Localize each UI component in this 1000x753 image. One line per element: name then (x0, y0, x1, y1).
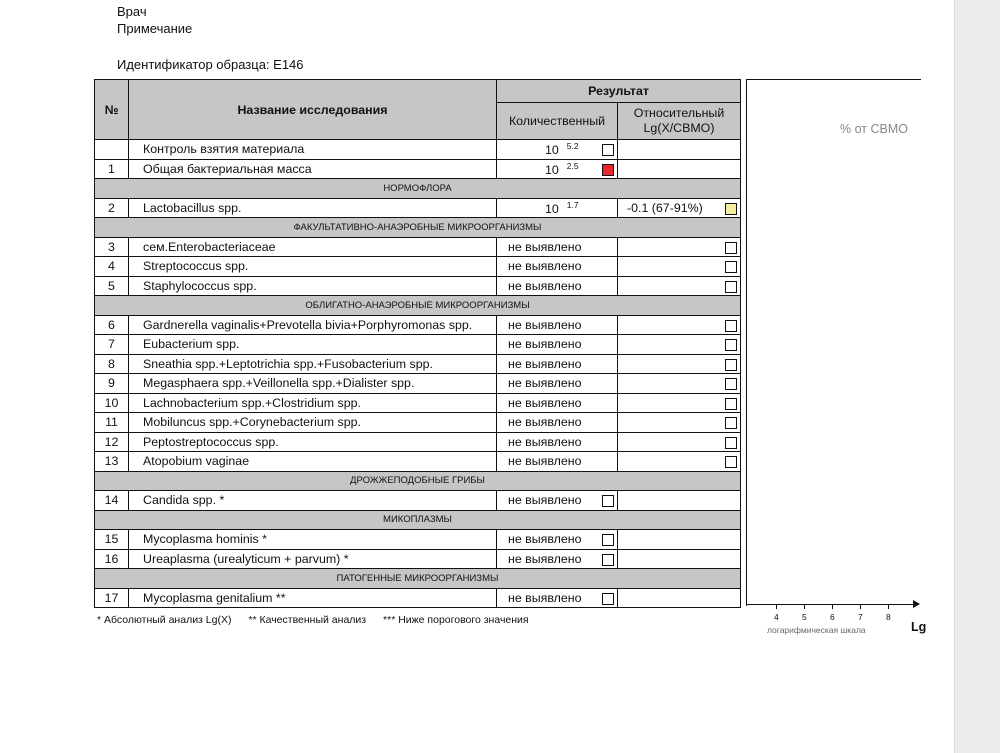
table-row (95, 335, 741, 355)
relative-value (618, 530, 741, 550)
row-number (95, 140, 129, 160)
table-row (95, 491, 741, 511)
section-label: ПАТОГЕННЫЕ МИКРООРГАНИЗМЫ (95, 569, 741, 589)
table-row (95, 354, 741, 374)
quantitative-text: не выявлено (508, 376, 582, 391)
row-number: 9 (95, 374, 129, 394)
axis-tick-label: 4 (774, 612, 779, 622)
status-indicator-icon (725, 203, 737, 215)
quantitative-value (497, 335, 618, 355)
row-number: 14 (95, 491, 129, 511)
table-row (95, 413, 741, 433)
test-name: Mycoplasma hominis * (129, 530, 497, 550)
relative-value (618, 354, 741, 374)
quantitative-text: не выявлено (508, 259, 582, 274)
quantitative-value (497, 198, 618, 218)
relative-value (618, 413, 741, 433)
status-indicator-icon (602, 144, 614, 156)
table-row (95, 276, 741, 296)
section-label: ДРОЖЖЕПОДОБНЫЕ ГРИБЫ (95, 471, 741, 491)
table-row (95, 140, 741, 160)
status-indicator-icon (725, 378, 737, 390)
status-indicator-icon (725, 359, 737, 371)
section-row (95, 179, 741, 199)
quantitative-text: не выявлено (508, 278, 582, 293)
quantitative-value (497, 140, 618, 160)
relative-value (618, 237, 741, 257)
quantitative-text: 10 (545, 201, 559, 216)
test-name: Eubacterium spp. (129, 335, 497, 355)
table-row (95, 159, 741, 179)
table-row (95, 374, 741, 394)
status-indicator-icon (602, 554, 614, 566)
axis-caption: логарифмическая шкала (767, 625, 866, 635)
quantitative-exponent: 1.7 (566, 199, 579, 210)
test-name: Sneathia spp.+Leptotrichia spp.+Fusobacterium spp. (129, 354, 497, 374)
status-indicator-icon (602, 495, 614, 507)
quantitative-text: не выявлено (508, 415, 582, 430)
table-row (95, 432, 741, 452)
doctor-label: Врач (117, 4, 147, 19)
test-name: Atopobium vaginae (129, 452, 497, 472)
row-number: 3 (95, 237, 129, 257)
footnote-qualitative: ** Качественный анализ (248, 614, 367, 626)
quantitative-value (497, 413, 618, 433)
relative-value (618, 393, 741, 413)
col-header-result: Результат (497, 80, 741, 103)
status-indicator-icon (602, 593, 614, 605)
axis-tick-label: 6 (830, 612, 835, 622)
status-indicator-icon (602, 164, 614, 176)
quantitative-text: не выявлено (508, 356, 582, 371)
status-indicator-icon (725, 320, 737, 332)
relative-value (618, 159, 741, 179)
relative-value (618, 452, 741, 472)
table-row (95, 393, 741, 413)
section-row (95, 296, 741, 316)
quantitative-value (497, 530, 618, 550)
status-indicator-icon (725, 417, 737, 429)
results-body (95, 140, 741, 608)
right-scroll-panel (954, 0, 1000, 753)
section-row (95, 510, 741, 530)
test-name: Контроль взятия материала (129, 140, 497, 160)
relative-value (618, 140, 741, 160)
col-header-relative (618, 103, 741, 140)
axis-tick (804, 605, 805, 609)
axis-arrow-icon (913, 600, 920, 608)
chart-label: % от СВМО (840, 122, 908, 136)
quantitative-value (497, 276, 618, 296)
row-number: 15 (95, 530, 129, 550)
quantitative-value (497, 432, 618, 452)
note-label: Примечание (117, 21, 193, 36)
test-name: Candida spp. * (129, 491, 497, 511)
status-indicator-icon (725, 339, 737, 351)
section-row (95, 569, 741, 589)
quantitative-text: не выявлено (508, 454, 582, 469)
row-number: 2 (95, 198, 129, 218)
test-name: Peptostreptococcus spp. (129, 432, 497, 452)
axis-tick (776, 605, 777, 609)
row-number: 12 (95, 432, 129, 452)
row-number: 11 (95, 413, 129, 433)
relative-text: -0.1 (67-91%) (627, 200, 703, 215)
axis-tick-label: 8 (886, 612, 891, 622)
results-table (94, 79, 741, 608)
relative-value (618, 588, 741, 608)
test-name: Gardnerella vaginalis+Prevotella bivia+Porphyromonas spp. (129, 315, 497, 335)
relative-value (618, 198, 741, 218)
table-row (95, 237, 741, 257)
table-row (95, 452, 741, 472)
row-number: 10 (95, 393, 129, 413)
row-number: 16 (95, 549, 129, 569)
section-row (95, 218, 741, 238)
test-name: Ureaplasma (urealyticum + parvum) * (129, 549, 497, 569)
row-number: 13 (95, 452, 129, 472)
quantitative-value (497, 315, 618, 335)
row-number: 5 (95, 276, 129, 296)
quantitative-exponent: 2.5 (566, 160, 579, 171)
row-number: 1 (95, 159, 129, 179)
axis-tick (888, 605, 889, 609)
col-header-relative-line1: Относительный (633, 106, 725, 120)
quantitative-exponent: 5.2 (566, 141, 579, 152)
row-number: 17 (95, 588, 129, 608)
row-number: 6 (95, 315, 129, 335)
quantitative-value (497, 354, 618, 374)
col-header-relative-line2: Lg(X/СВМО) (643, 121, 715, 135)
col-header-name: Название исследования (129, 80, 497, 140)
quantitative-text: не выявлено (508, 493, 582, 508)
quantitative-text: не выявлено (508, 434, 582, 449)
section-label: МИКОПЛАЗМЫ (95, 510, 741, 530)
status-indicator-icon (602, 534, 614, 546)
table-row (95, 198, 741, 218)
quantitative-text: не выявлено (508, 590, 582, 605)
status-indicator-icon (725, 437, 737, 449)
quantitative-text: не выявлено (508, 337, 582, 352)
quantitative-value (497, 374, 618, 394)
table-row (95, 530, 741, 550)
axis-tick (860, 605, 861, 609)
footnotes (97, 614, 543, 626)
sample-id: Идентификатор образца: Е146 (117, 57, 304, 72)
table-row (95, 588, 741, 608)
quantitative-text: не выявлено (508, 395, 582, 410)
test-name: Streptococcus spp. (129, 257, 497, 277)
relative-value (618, 257, 741, 277)
test-name: Staphylococcus spp. (129, 276, 497, 296)
relative-value (618, 276, 741, 296)
footnote-threshold: *** Ниже порогового значения (383, 614, 529, 626)
test-name: Lachnobacterium spp.+Clostridium spp. (129, 393, 497, 413)
axis-unit: Lg (911, 620, 927, 634)
status-indicator-icon (725, 281, 737, 293)
status-indicator-icon (725, 261, 737, 273)
relative-value (618, 374, 741, 394)
chart-area (746, 79, 921, 606)
row-number: 7 (95, 335, 129, 355)
axis-tick-label: 7 (858, 612, 863, 622)
test-name: Mobiluncus spp.+Corynebacterium spp. (129, 413, 497, 433)
relative-value (618, 549, 741, 569)
table-row (95, 257, 741, 277)
status-indicator-icon (725, 456, 737, 468)
quantitative-value (497, 452, 618, 472)
quantitative-value (497, 159, 618, 179)
test-name: Mycoplasma genitalium ** (129, 588, 497, 608)
table-row (95, 315, 741, 335)
quantitative-value (497, 237, 618, 257)
quantitative-text: не выявлено (508, 239, 582, 254)
quantitative-text: 10 (545, 162, 559, 177)
test-name: Lactobacillus spp. (129, 198, 497, 218)
quantitative-text: 10 (545, 143, 559, 158)
row-number: 8 (95, 354, 129, 374)
col-header-quantitative: Количественный (497, 103, 618, 140)
axis-tick (832, 605, 833, 609)
relative-value (618, 315, 741, 335)
relative-value (618, 491, 741, 511)
footnote-absolute: * Абсолютный анализ Lg(X) (97, 614, 232, 626)
quantitative-value (497, 549, 618, 569)
section-label: ОБЛИГАТНО-АНАЭРОБНЫЕ МИКРООРГАНИЗМЫ (95, 296, 741, 316)
quantitative-text: не выявлено (508, 317, 582, 332)
status-indicator-icon (725, 398, 737, 410)
section-row (95, 471, 741, 491)
table-row (95, 549, 741, 569)
section-label: НОРМОФЛОРА (95, 179, 741, 199)
test-name: сем.Enterobacteriaceae (129, 237, 497, 257)
test-name: Megasphaera spp.+Veillonella spp.+Dialister spp. (129, 374, 497, 394)
axis-tick-label: 5 (802, 612, 807, 622)
relative-value (618, 335, 741, 355)
row-number: 4 (95, 257, 129, 277)
status-indicator-icon (725, 242, 737, 254)
quantitative-text: не выявлено (508, 532, 582, 547)
quantitative-value (497, 393, 618, 413)
col-header-number: № (95, 80, 129, 140)
test-name: Общая бактериальная масса (129, 159, 497, 179)
quantitative-value (497, 491, 618, 511)
quantitative-text: не выявлено (508, 551, 582, 566)
quantitative-value (497, 588, 618, 608)
section-label: ФАКУЛЬТАТИВНО-АНАЭРОБНЫЕ МИКРООРГАНИЗМЫ (95, 218, 741, 238)
quantitative-value (497, 257, 618, 277)
relative-value (618, 432, 741, 452)
